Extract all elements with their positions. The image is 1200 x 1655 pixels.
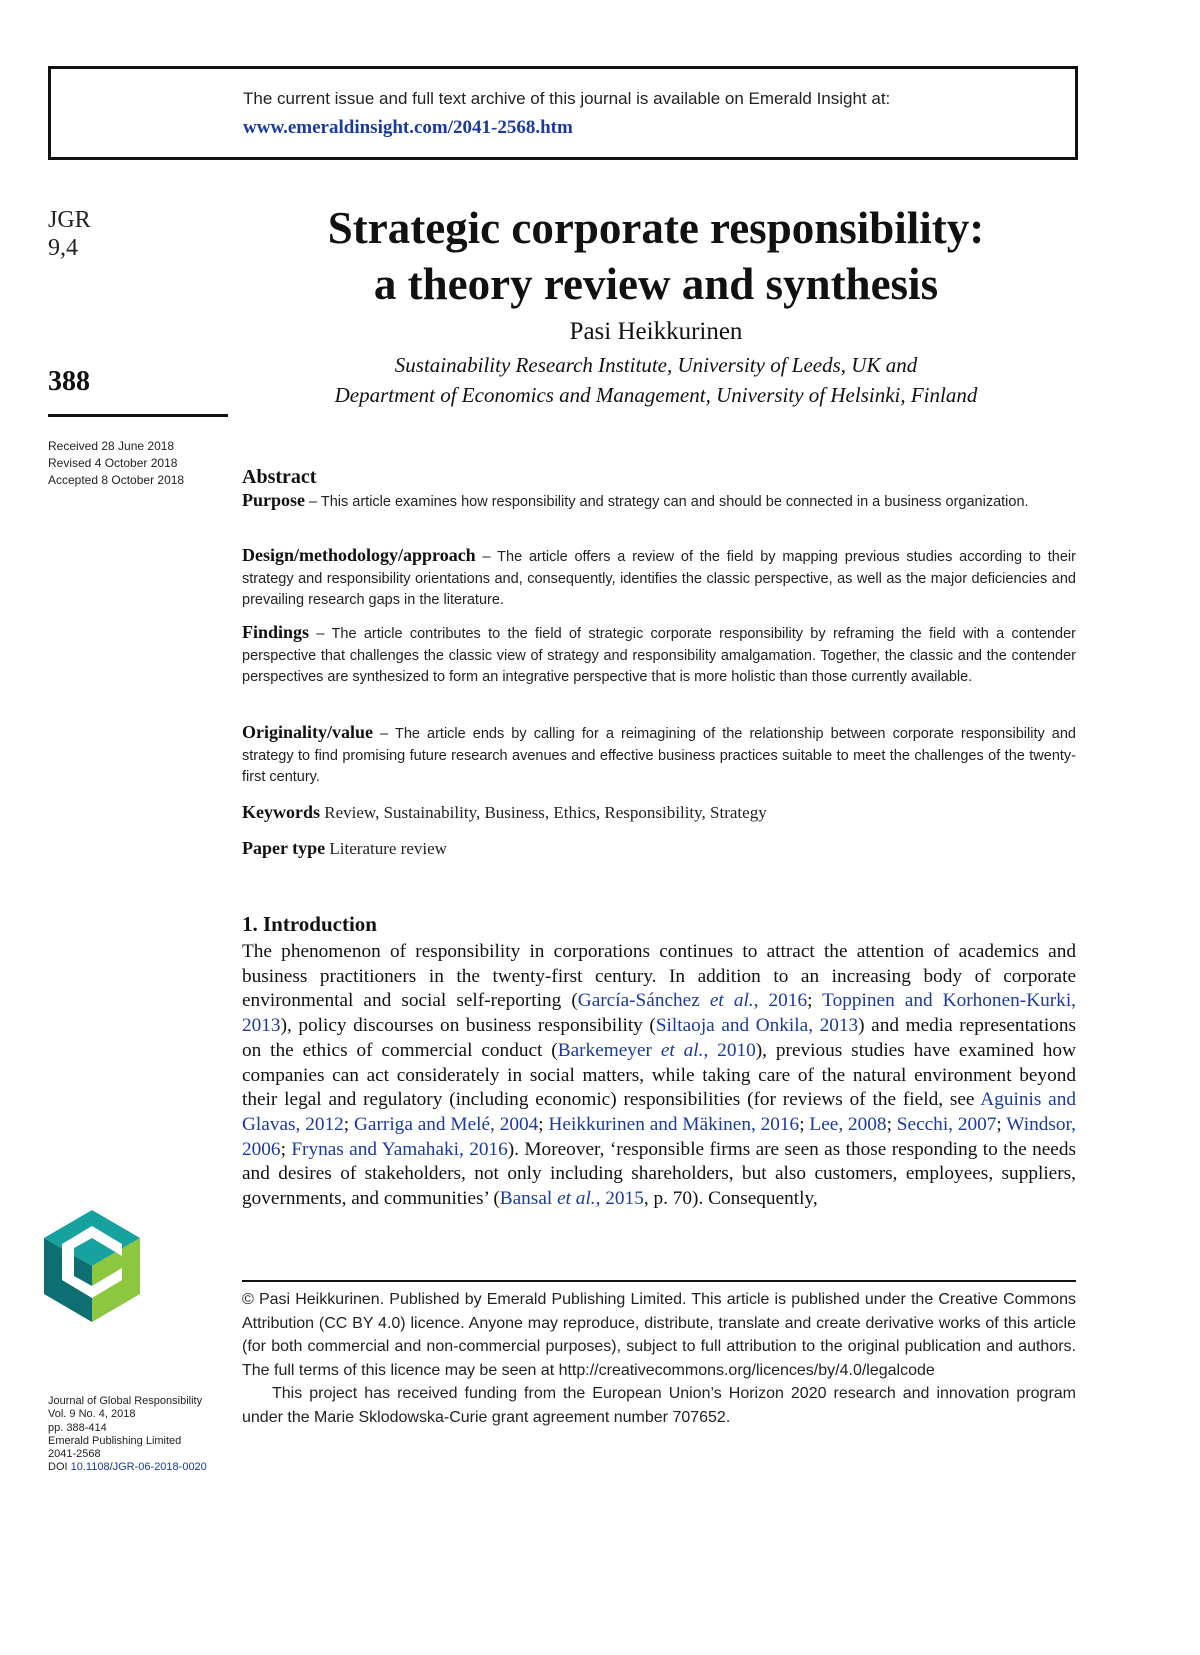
citation-link[interactable]: Barkemeyer et al., 2010 [557, 1039, 756, 1061]
license-paragraph: © Pasi Heikkurinen. Published by Emerald Publishing Limited. This article is published under the Creative Commons Attribution (CC BY 4.0) licence. Anyone may reproduce, distribute, translate and create derivative works of this article (for both commercial and non-commercial purposes), subject to full attribution to the original publication and authors. The full terms of this licence may be seen at http://creativecommons.org/licences/by/4.0/legalcode [242, 1291, 1076, 1379]
journal-name: Journal of Global Responsibility [48, 1395, 203, 1407]
title-line-2: a theory review and synthesis [373, 259, 939, 309]
publisher-name: Emerald Publishing Limited [48, 1434, 182, 1447]
date-revised: Revised 4 October 2018 [48, 456, 178, 470]
citation-link[interactable]: Toppinen and Korhonen-Kurki, 2013 [242, 990, 1076, 1037]
citation-link[interactable]: Garriga and Melé, 2004 [354, 1113, 539, 1135]
intro-text: ), policy discourses on business responsibility ( [280, 1015, 656, 1037]
page-number: 388 [48, 366, 90, 397]
journal-issn: 2041-2568 [48, 1448, 101, 1461]
journal-doi [48, 1461, 207, 1474]
intro-text: ). Moreover, ‘responsible firms are seen as those responding to the needs and desires of stakeholders, not only including shareholders, but also customers, employees, suppliers, governments, and communities’ ( [242, 1138, 1076, 1210]
section-heading-introduction: 1. Introduction [242, 912, 377, 936]
abstract-design [242, 545, 1076, 612]
date-received: Received 28 June 2018 [48, 439, 175, 453]
doi-label: DOI [48, 1461, 68, 1474]
access-notice-box [48, 66, 1078, 160]
citation-link[interactable]: Lee, 2008 [809, 1113, 887, 1135]
journal-pages: pp. 388-414 [48, 1421, 107, 1434]
intro-text: ), previous studies have examined how companies can act considerately in social matters, while taking care of the natural environment beyond their legal and regulatory (including economic) responsibilities (for reviews of the field, see [242, 1039, 1076, 1111]
intro-text: ; [343, 1113, 354, 1135]
citation-link[interactable]: Heikkurinen and Mäkinen, 2016 [548, 1113, 800, 1135]
crossref-open-access-logo [44, 1210, 140, 1322]
author-name: Pasi Heikkurinen [569, 318, 743, 345]
introduction-paragraph [242, 940, 1076, 1212]
author-affiliation [236, 350, 1076, 410]
article-dates [48, 438, 184, 489]
paper-type [242, 838, 1076, 859]
intro-text: ; [280, 1138, 292, 1160]
article-title [236, 200, 1076, 312]
citation-link[interactable]: Secchi, 2007 [896, 1113, 997, 1135]
intro-text: , p. 70). Consequently, [643, 1188, 818, 1210]
keywords-text: Review, Sustainability, Business, Ethics, Responsibility, Strategy [320, 803, 767, 822]
date-accepted: Accepted 8 October 2018 [48, 473, 185, 487]
footnote-divider [242, 1280, 1076, 1282]
citation-link[interactable]: Windsor, 2006 [242, 1113, 1076, 1160]
originality-text: – The article ends by calling for a reimagining of the relationship between corporate responsibility and strategy to find promising future research avenues and effective business practices suitable to meet the challenges of the twenty-first century. [242, 726, 1076, 786]
intro-text: ; [799, 1113, 810, 1135]
paper-type-text: Literature review [325, 839, 447, 858]
journal-url-link[interactable]: www.emeraldinsight.com/2041-2568.htm [243, 117, 573, 138]
margin-divider [48, 414, 228, 417]
originality-label: Originality/value [242, 722, 374, 742]
intro-text: ) and media representations on the ethics of commercial conduct ( [242, 1015, 1076, 1061]
citation-link[interactable]: Bansal et al., 2015 [499, 1188, 644, 1210]
abstract-findings [242, 622, 1076, 689]
affiliation-line-1: Sustainability Research Institute, University of Leeds, UK and [394, 353, 918, 377]
design-text: – The article offers a review of the field by mapping previous studies according to their strategy and responsibility orientations and, consequently, identifies the classic perspective, as well as the major deficiencies and prevailing research gaps in the literature. [242, 549, 1076, 609]
citation-link[interactable]: Frynas and Yamahaki, 2016 [291, 1138, 508, 1160]
journal-info [48, 1395, 207, 1475]
journal-issue: Vol. 9 No. 4, 2018 [48, 1408, 136, 1421]
keywords-label: Keywords [242, 802, 320, 822]
findings-label: Findings [242, 622, 310, 642]
purpose-text: – This article examines how responsibility and strategy can and should be connected in a business organization. [305, 494, 1029, 510]
citation-link[interactable]: Aguinis and Glavas, 2012 [242, 1089, 1076, 1135]
paper-type-label: Paper type [242, 838, 326, 858]
purpose-label: Purpose [242, 490, 305, 510]
license-notice [242, 1288, 1076, 1429]
access-notice-text: The current issue and full text archive of this journal is available on Emerald Insight at: [243, 89, 891, 108]
doi-link[interactable]: 10.1108/JGR-06-2018-0020 [70, 1461, 207, 1474]
abstract-purpose [242, 490, 1076, 514]
journal-abbrev: JGR [48, 207, 91, 233]
journal-volume: 9,4 [48, 235, 78, 261]
abstract-heading: Abstract [242, 466, 317, 488]
intro-text: ; [996, 1113, 1007, 1135]
design-label: Design/methodology/approach [242, 545, 476, 565]
citation-link[interactable]: García-Sánchez et al., 2016 [577, 990, 808, 1012]
affiliation-line-2: Department of Economics and Management, University of Helsinki, Finland [334, 383, 978, 407]
intro-text: ; [807, 990, 823, 1012]
journal-code [48, 206, 91, 262]
findings-text: – The article contributes to the field of strategic corporate responsibility by reframing the field with a contender perspective that challenges the classic view of strategy and responsibility amalgamation. Together, the classic and the contender perspectives are synthesized to form an integrative perspective that is more holistic than those currently available. [242, 626, 1076, 686]
intro-text: ; [886, 1113, 897, 1135]
abstract-originality [242, 722, 1076, 789]
intro-text: The phenomenon of responsibility in corporations continues to attract the attention of academics and business practitioners in the twenty-first century. In addition to an increasing body of corporate environmental and social self-reporting ( [242, 941, 1076, 1012]
citation-link[interactable]: Siltaoja and Onkila, 2013 [655, 1015, 859, 1037]
title-line-1: Strategic corporate responsibility: [327, 203, 985, 253]
intro-text: ; [538, 1113, 549, 1135]
funding-paragraph: This project has received funding from the European Union’s Horizon 2020 research and innovation program under the Marie Sklodowska-Curie grant agreement number 707652. [242, 1385, 1076, 1426]
keywords [242, 802, 1076, 823]
